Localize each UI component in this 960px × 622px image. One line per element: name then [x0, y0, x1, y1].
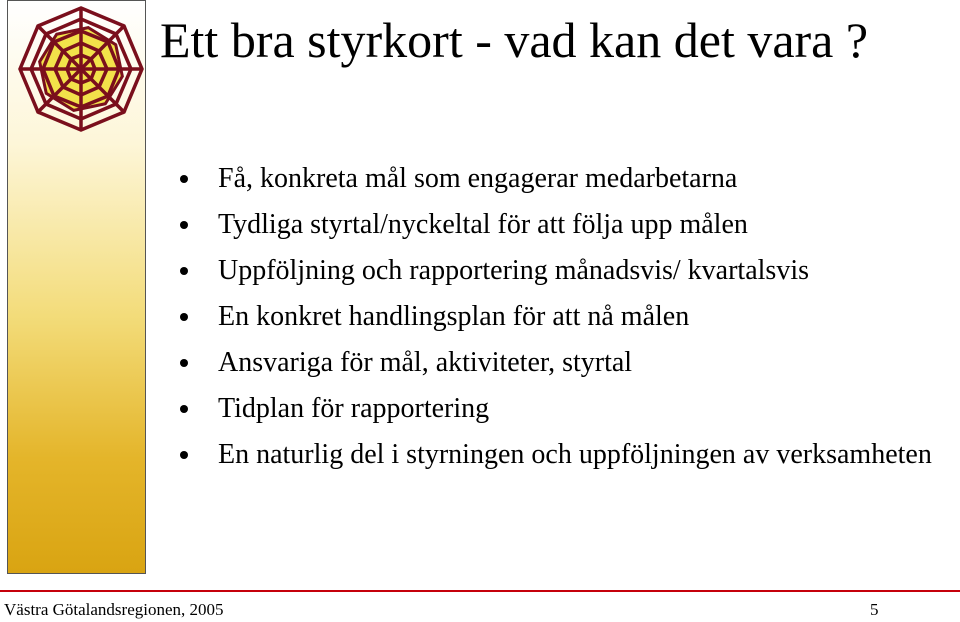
bullet-icon: [180, 267, 188, 275]
bullet-text: Ansvariga för mål, aktiviteter, styrtal: [218, 347, 633, 378]
footer-organization: Västra Götalandsregionen, 2005: [4, 600, 224, 619]
spider-web-icon: [14, 2, 148, 136]
bullet-icon: [180, 175, 188, 183]
list-item: [180, 160, 940, 198]
bullet-icon: [180, 313, 188, 321]
bullet-text: Få, konkreta mål som engagerar medarbetarna: [218, 163, 738, 194]
page-number: 5: [870, 600, 879, 619]
list-item: [180, 436, 940, 474]
bullet-icon: [180, 451, 188, 459]
list-item: [180, 344, 940, 382]
bullet-text: En konkret handlingsplan för att nå målen: [218, 301, 690, 332]
bullet-icon: [180, 221, 188, 229]
bullet-text: Uppföljning och rapportering månadsvis/ kvartalsvis: [218, 255, 809, 286]
list-item: [180, 252, 940, 290]
list-item: [180, 206, 940, 244]
list-item: [180, 298, 940, 336]
bullet-text: En naturlig del i styrningen och uppföljningen av verksamheten: [218, 439, 932, 470]
list-item: [180, 390, 940, 428]
bullet-text: Tidplan för rapportering: [218, 393, 490, 424]
bullet-list: [180, 160, 940, 482]
bullet-text: Tydliga styrtal/nyckeltal för att följa upp målen: [218, 209, 748, 240]
bullet-icon: [180, 359, 188, 367]
bullet-icon: [180, 405, 188, 413]
footer-divider: [0, 590, 960, 592]
slide-title: Ett bra styrkort - vad kan det vara ?: [160, 12, 869, 68]
